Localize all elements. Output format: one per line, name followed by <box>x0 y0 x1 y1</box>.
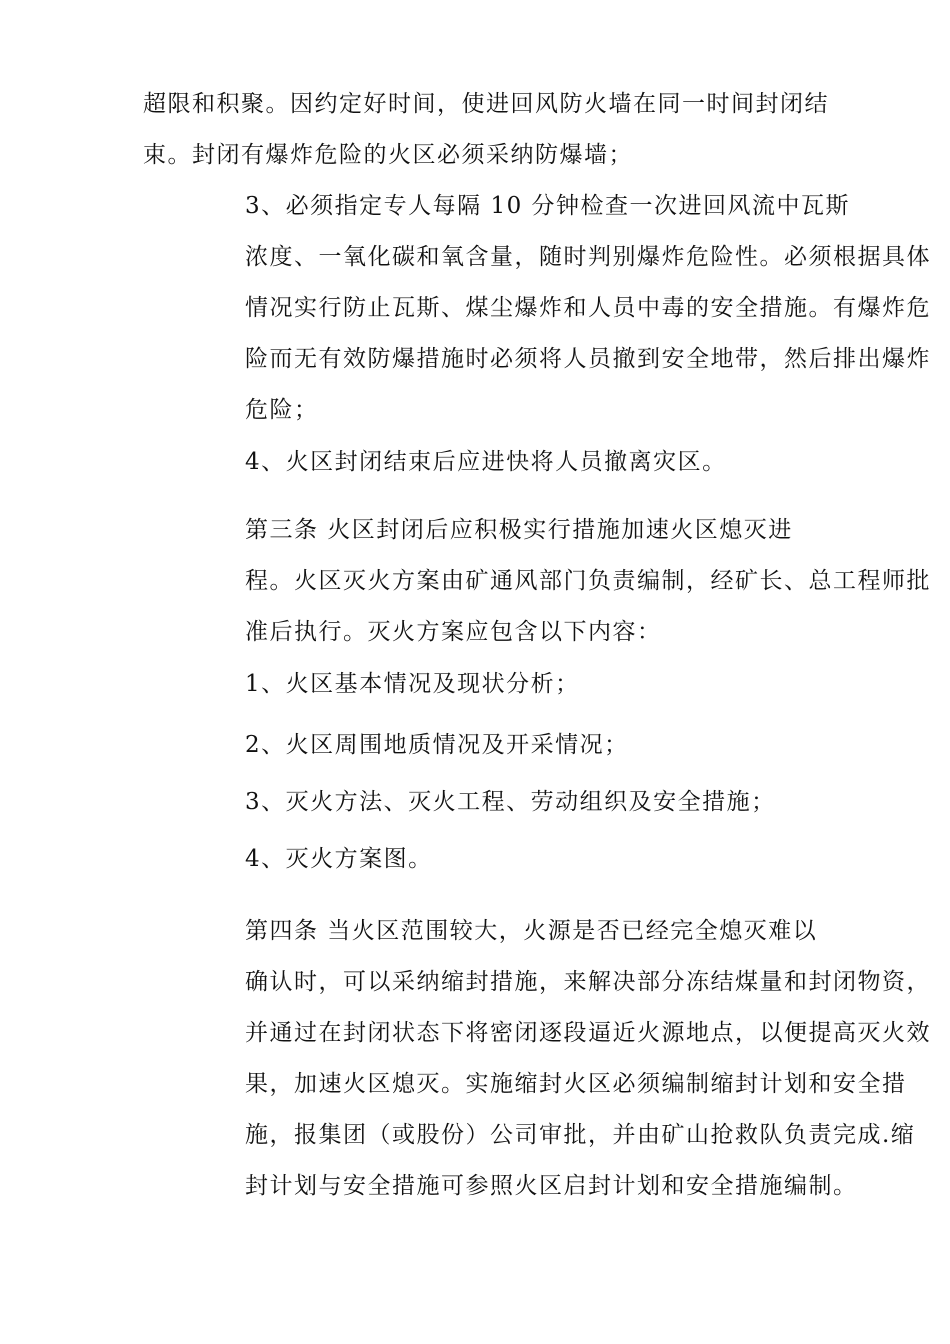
text-line: 超限和积聚。因约定好时间，使进回风防火墙在同一时间封闭结 <box>143 91 829 117</box>
plan-item-4 <box>143 834 833 885</box>
text-line: 束。封闭有爆炸危险的火区必须采纳防爆墙； <box>143 142 633 168</box>
text-line: 第四条 当火区范围较大，火源是否已经完全熄灭难以 <box>245 918 818 944</box>
text-line: 封计划与安全措施可参照火区启封计划和安全措施编制。 <box>245 1173 858 1199</box>
text-line: 施，报集团（或股份）公司审批，并由矿山抢救队负责完成.缩 <box>245 1122 916 1148</box>
list-item-4-evacuate <box>143 437 833 488</box>
article-four <box>143 906 931 1212</box>
text-line: 险而无有效防爆措施时必须将人员撤到安全地带，然后排出爆炸 <box>245 346 931 372</box>
text-line: 确认时，可以采纳缩封措施，来解决部分冻结煤量和封闭物资， <box>245 969 931 995</box>
text-line: 并通过在封闭状态下将密闭逐段逼近火源地点，以便提高灭火效 <box>245 1020 931 1046</box>
plan-item-2 <box>143 720 833 771</box>
text-line: 3、必须指定专人每隔 10 分钟检查一次进回风流中瓦斯 <box>245 193 851 219</box>
paragraph-continuation <box>143 79 833 181</box>
text-line: 第三条 火区封闭后应积极实行措施加速火区熄灭进 <box>245 517 793 543</box>
plan-item-1 <box>143 659 833 710</box>
article-three <box>143 505 931 658</box>
text-line: 1、火区基本情况及现状分析； <box>245 671 580 697</box>
list-item-3-gas-check <box>143 181 931 436</box>
text-line: 4、灭火方案图。 <box>245 846 433 872</box>
text-line: 程。火区灭火方案由矿通风部门负责编制，经矿长、总工程师批 <box>245 568 931 594</box>
text-line: 2、火区周围地质情况及开采情况； <box>245 732 629 758</box>
text-line: 3、灭火方法、灭火工程、劳动组织及安全措施； <box>245 789 776 815</box>
plan-item-3 <box>143 777 833 828</box>
text-line: 情况实行防止瓦斯、煤尘爆炸和人员中毒的安全措施。有爆炸危 <box>245 295 931 321</box>
text-line: 4、火区封闭结束后应进快将人员撤离灾区。 <box>245 449 727 475</box>
text-line: 浓度、一氧化碳和氧含量，随时判别爆炸危险性。必须根据具体 <box>245 244 931 270</box>
text-line: 果，加速火区熄灭。实施缩封火区必须编制缩封计划和安全措 <box>245 1071 907 1097</box>
text-line: 准后执行。灭火方案应包含以下内容： <box>245 619 662 645</box>
text-line: 危险； <box>245 397 319 423</box>
